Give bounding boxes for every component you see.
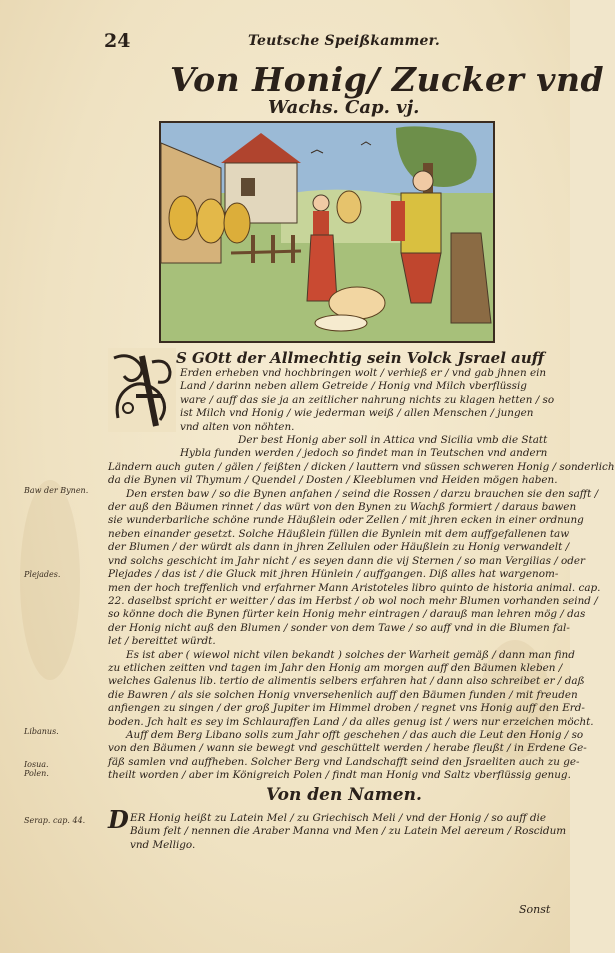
body-line: Erden erheben vnd hochbringen wolt / verhieß er / vnd gab jhnen ein: [180, 367, 547, 379]
body-line: welches Galenus lib. tertio de alimentis selbers erfahren hat / dann also schreibet er / daß: [108, 675, 585, 688]
margin-note: Polen.: [24, 769, 49, 778]
woodcut-illustration: [159, 121, 495, 343]
body-line: Es ist aber ( wiewol nicht vilen bekandt ) solches der Warheit gemäß / dann man find: [126, 648, 575, 661]
body-line: vnd alten von nöhten.: [180, 420, 295, 433]
body-line: die Bawren / als sie solchen Honig vnversehenlich auff den Bäumen funden / mit freuden: [108, 688, 578, 701]
margin-note: Baw der Bynen.: [24, 486, 89, 495]
body-line: boden. Jch halt es sey im Schlauraffen Land / da alles genug ist / wers nur erzeichen möcht.: [108, 715, 594, 728]
chapter-body: [108, 349, 615, 783]
body-line: anfiengen zu singen / der groß Jupiter im Himmel droben / regnet vns Honig auff den Erd-: [108, 702, 585, 715]
body-line: Der best Honig aber soll in Attica vnd Sicilia vmb die Statt: [238, 434, 548, 447]
body-line: fäß samlen vnd auffheben. Solcher Berg vnd Landschafft seind den Jsraeliten auch zu ge-: [108, 755, 580, 768]
body-line: Den ersten baw / so die Bynen anfahen / seind die Rossen / darzu brauchen sie den safft /: [126, 487, 599, 500]
running-title: Teutsche Speißkammer.: [248, 33, 440, 49]
body-line: da die Bynen vil Thymum / Quendel / Dosten / Kleeblumen vnd Heiden mögen haben.: [108, 474, 558, 487]
body-line: der auß den Bäumen rinnet / das würt von den Bynen zu Wachß formiert / daraus bawen: [108, 501, 577, 514]
section-line: Bäum felt / nennen die Araber Manna vnd Men / zu Latein Mel aereum / Roscidum: [130, 825, 567, 838]
section-line: vnd Melligo.: [130, 838, 196, 851]
margin-note: Iosua.: [24, 760, 49, 769]
body-line: 22. daselbst spricht er weitter / das im Herbst / ob wol noch mehr Blumen vorhanden seind /: [108, 594, 598, 607]
chapter-title: Von Honig/ Zucker vnd: [170, 60, 605, 99]
body-line: der Blumen / der würdt als dann in jhren Zellulen oder Häußlein zu Honig verwandelt /: [108, 541, 570, 554]
chapter-subtitle: Wachs. Cap. vj.: [268, 97, 420, 118]
catchword: Sonst: [519, 903, 551, 916]
page-number: 24: [104, 30, 131, 52]
body-line: neben einander gesetzt. Solche Häußlein füllen die Bynlein mit dem auffgefallenen taw: [108, 527, 570, 540]
section-initial: D: [108, 805, 129, 834]
body-line: sie wunderbarliche schöne runde Häußlein oder Zellen / mit jhren ecken in einer ordnung: [108, 514, 584, 527]
section-heading: Von den Namen.: [266, 785, 422, 805]
paper-stain: [20, 480, 80, 680]
section-body: [108, 812, 567, 852]
body-line: Hybla funden werden / jedoch so findet man in Teutschen vnd andern: [180, 447, 548, 460]
body-line: ist Milch vnd Honig / wie jederman weiß / allen Menschen / jungen: [180, 407, 534, 420]
body-line: vnd solchs geschicht im Jahr nicht / es seyen dann die vij Sternen / so man Vergilias / oder: [108, 554, 586, 567]
body-line: theilt worden / aber im Königreich Polen / findt man Honig vnd Saltz vberflüssig genug.: [108, 769, 571, 782]
body-line: von den Bäumen / wann sie bewegt vnd geschüttelt werden / herabe fleußt / in Erdene Ge-: [108, 742, 587, 755]
body-line: Land / darinn neben allem Getreide / Honig vnd Milch vberflüssig: [180, 380, 527, 393]
body-line: let / bereittet würdt.: [108, 635, 216, 648]
margin-note: Libanus.: [24, 727, 59, 736]
body-line: ware / auff das sie ja an zeitlicher nahrung nichts zu klagen hetten / so: [180, 393, 555, 406]
margin-note: Serap. cap. 44.: [24, 816, 86, 825]
section-line: ER Honig heißt zu Latein Mel / zu Griechisch Meli / vnd der Honig / so auff die: [130, 812, 546, 824]
body-line: Ländern auch guten / gälen / feißten / dicken / lauttern vnd süssen schweren Honig / sonderlich: [108, 460, 615, 473]
body-line: men der hoch treffenlich vnd erfahrner Mann Aristoteles libro quinto de historia animal. cap.: [108, 581, 601, 594]
body-line: der Honig nicht auß den Blumen / sonder von dem Tawe / so auff vnd in die Blumen fal-: [108, 621, 570, 634]
body-line: zu etlichen zeitten vnd tagen im Jahr den Honig am morgen auff den Bäumen kleben /: [108, 661, 563, 674]
body-line: Plejades / das ist / die Gluck mit jhren Hünlein / auffgangen. Diß alles hat wargenom-: [108, 568, 559, 581]
beekeeping-scene: [161, 123, 493, 341]
body-line: Auff dem Berg Libano solls zum Jahr offt geschehen / das auch die Leut den Honig / so: [126, 728, 584, 741]
body-line: so könne doch die Bynen fürter kein Honig mehr eintragen / darauß man lehren mög / das: [108, 608, 586, 621]
opening-line: S GOtt der Allmechtig sein Volck Jsrael auff: [176, 349, 545, 367]
margin-note: Plejades.: [24, 570, 61, 579]
